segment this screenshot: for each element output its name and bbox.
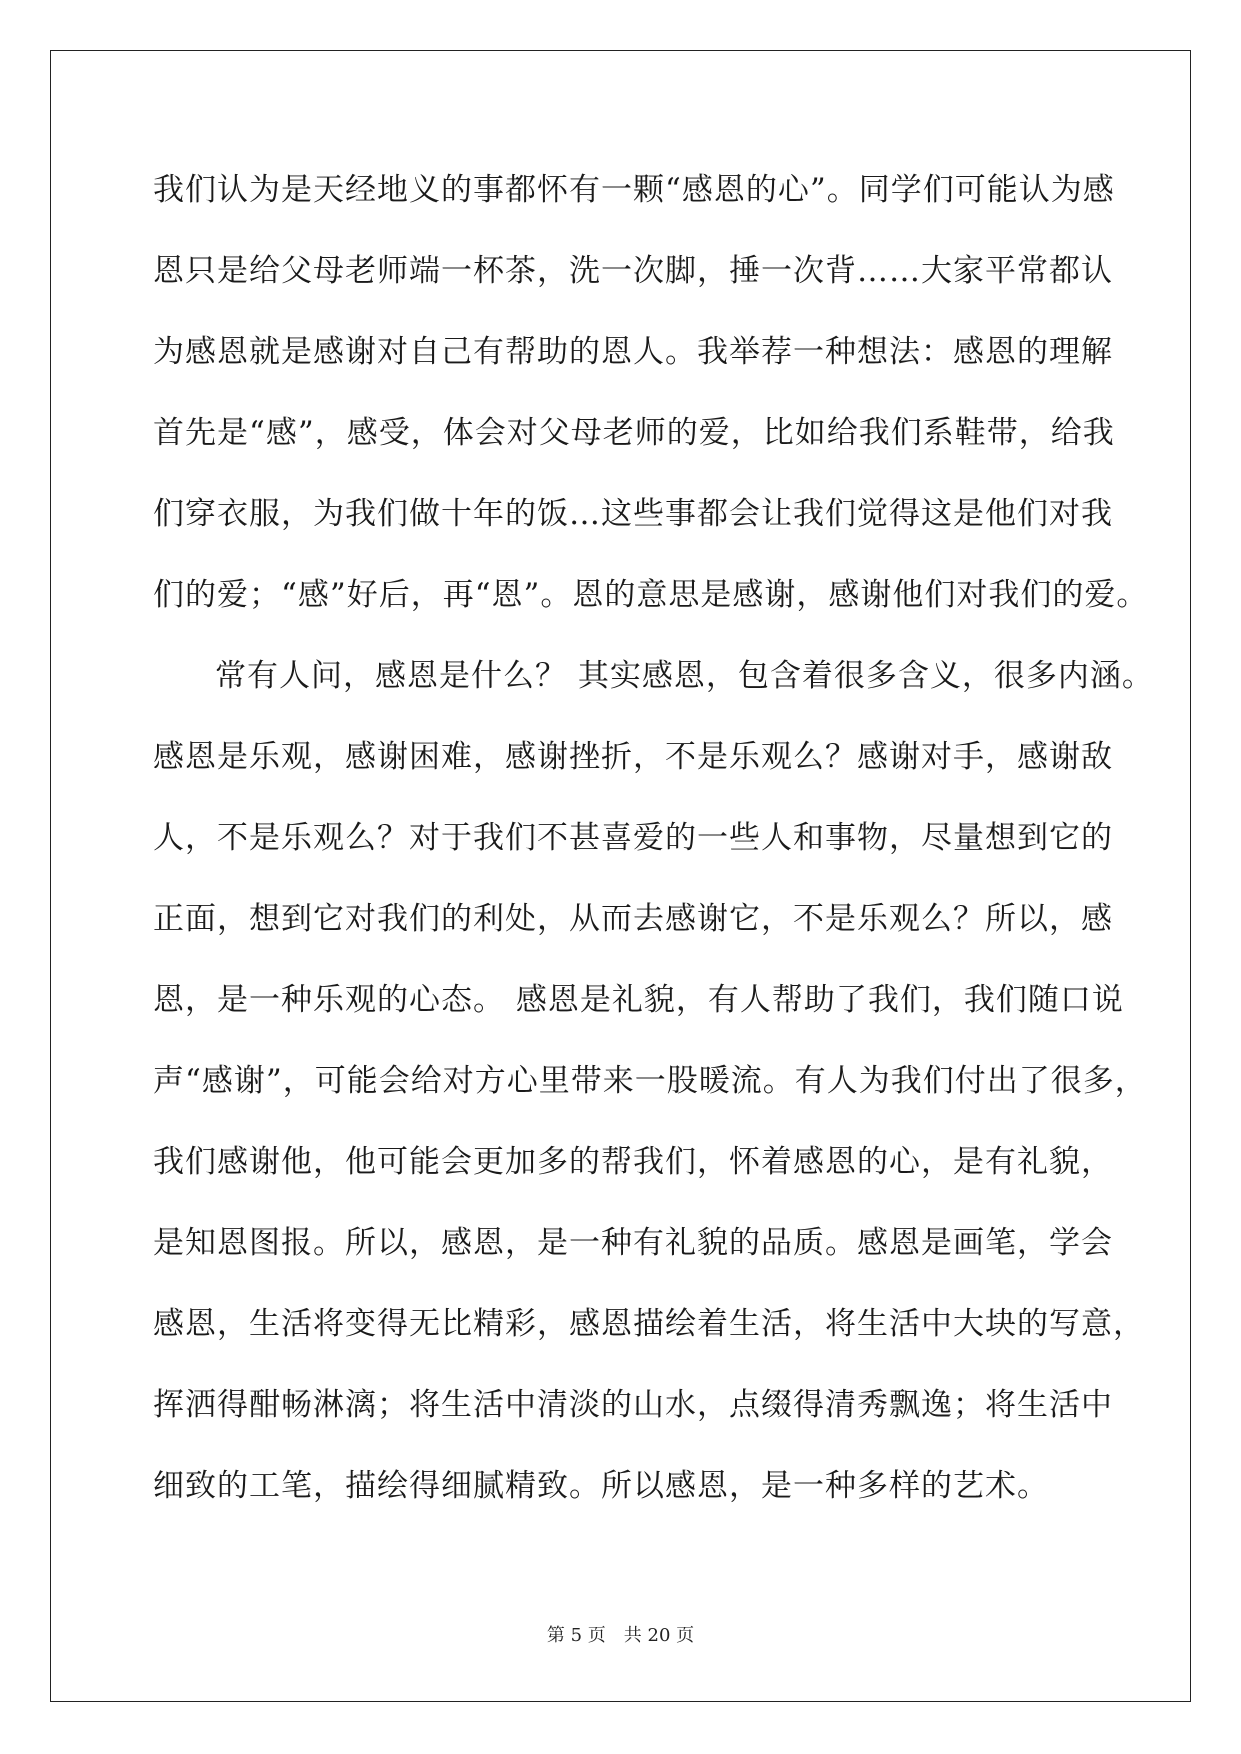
text-line: 声“感谢”，可能会给对方心里带来一股暖流。有人为我们付出了很多， (153, 1063, 1147, 1099)
document-body (153, 158, 1154, 1535)
text-line: 我们感谢他，他可能会更加多的帮我们，怀着感恩的心，是有礼貌， (153, 1144, 1113, 1180)
page-footer (0, 1621, 1241, 1647)
text-line: 正面，想到它对我们的利处，从而去感谢它，不是乐观么？所以，感 (153, 901, 1113, 937)
text-line: 恩只是给父母老师端一杯茶，洗一次脚，捶一次背……大家平常都认 (153, 253, 1113, 289)
text-line: 们的爱；“感”好后，再“恩”。恩的意思是感谢，感谢他们对我们的爱。 (153, 577, 1149, 613)
text-line: 是知恩图报。所以，感恩，是一种有礼貌的品质。感恩是画笔，学会 (153, 1225, 1113, 1261)
text-line: 感恩是乐观，感谢困难，感谢挫折，不是乐观么？感谢对手，感谢敌 (153, 739, 1113, 775)
total-pages: 共 20 页 (623, 1625, 695, 1646)
text-line: 感恩，生活将变得无比精彩，感恩描绘着生活，将生活中大块的写意， (153, 1306, 1145, 1342)
text-line: 挥洒得酣畅淋漓；将生活中清淡的山水，点缀得清秀飘逸；将生活中 (153, 1387, 1113, 1423)
current-page-number: 第 5 页 (546, 1625, 606, 1646)
text-line: 细致的工笔，描绘得细腻精致。所以感恩，是一种多样的艺术。 (153, 1468, 1049, 1504)
text-line: 们穿衣服，为我们做十年的饭…这些事都会让我们觉得这是他们对我 (153, 496, 1113, 532)
text-line: 首先是“感”，感受，体会对父母老师的爱，比如给我们系鞋带，给我 (153, 415, 1115, 451)
text-line: 人，不是乐观么？对于我们不甚喜爱的一些人和事物，尽量想到它的 (153, 820, 1113, 856)
text-line: 恩，是一种乐观的心态。 感恩是礼貌，有人帮助了我们，我们随口说 (153, 982, 1124, 1018)
paragraph-first-line: 常有人问，感恩是什么？ 其实感恩，包含着很多含义，很多内涵。 (215, 658, 1154, 694)
text-line: 为感恩就是感谢对自己有帮助的恩人。我举荐一种想法：感恩的理解 (153, 334, 1113, 370)
text-line: 我们认为是天经地义的事都怀有一颗“感恩的心”。同学们可能认为感 (153, 172, 1115, 208)
